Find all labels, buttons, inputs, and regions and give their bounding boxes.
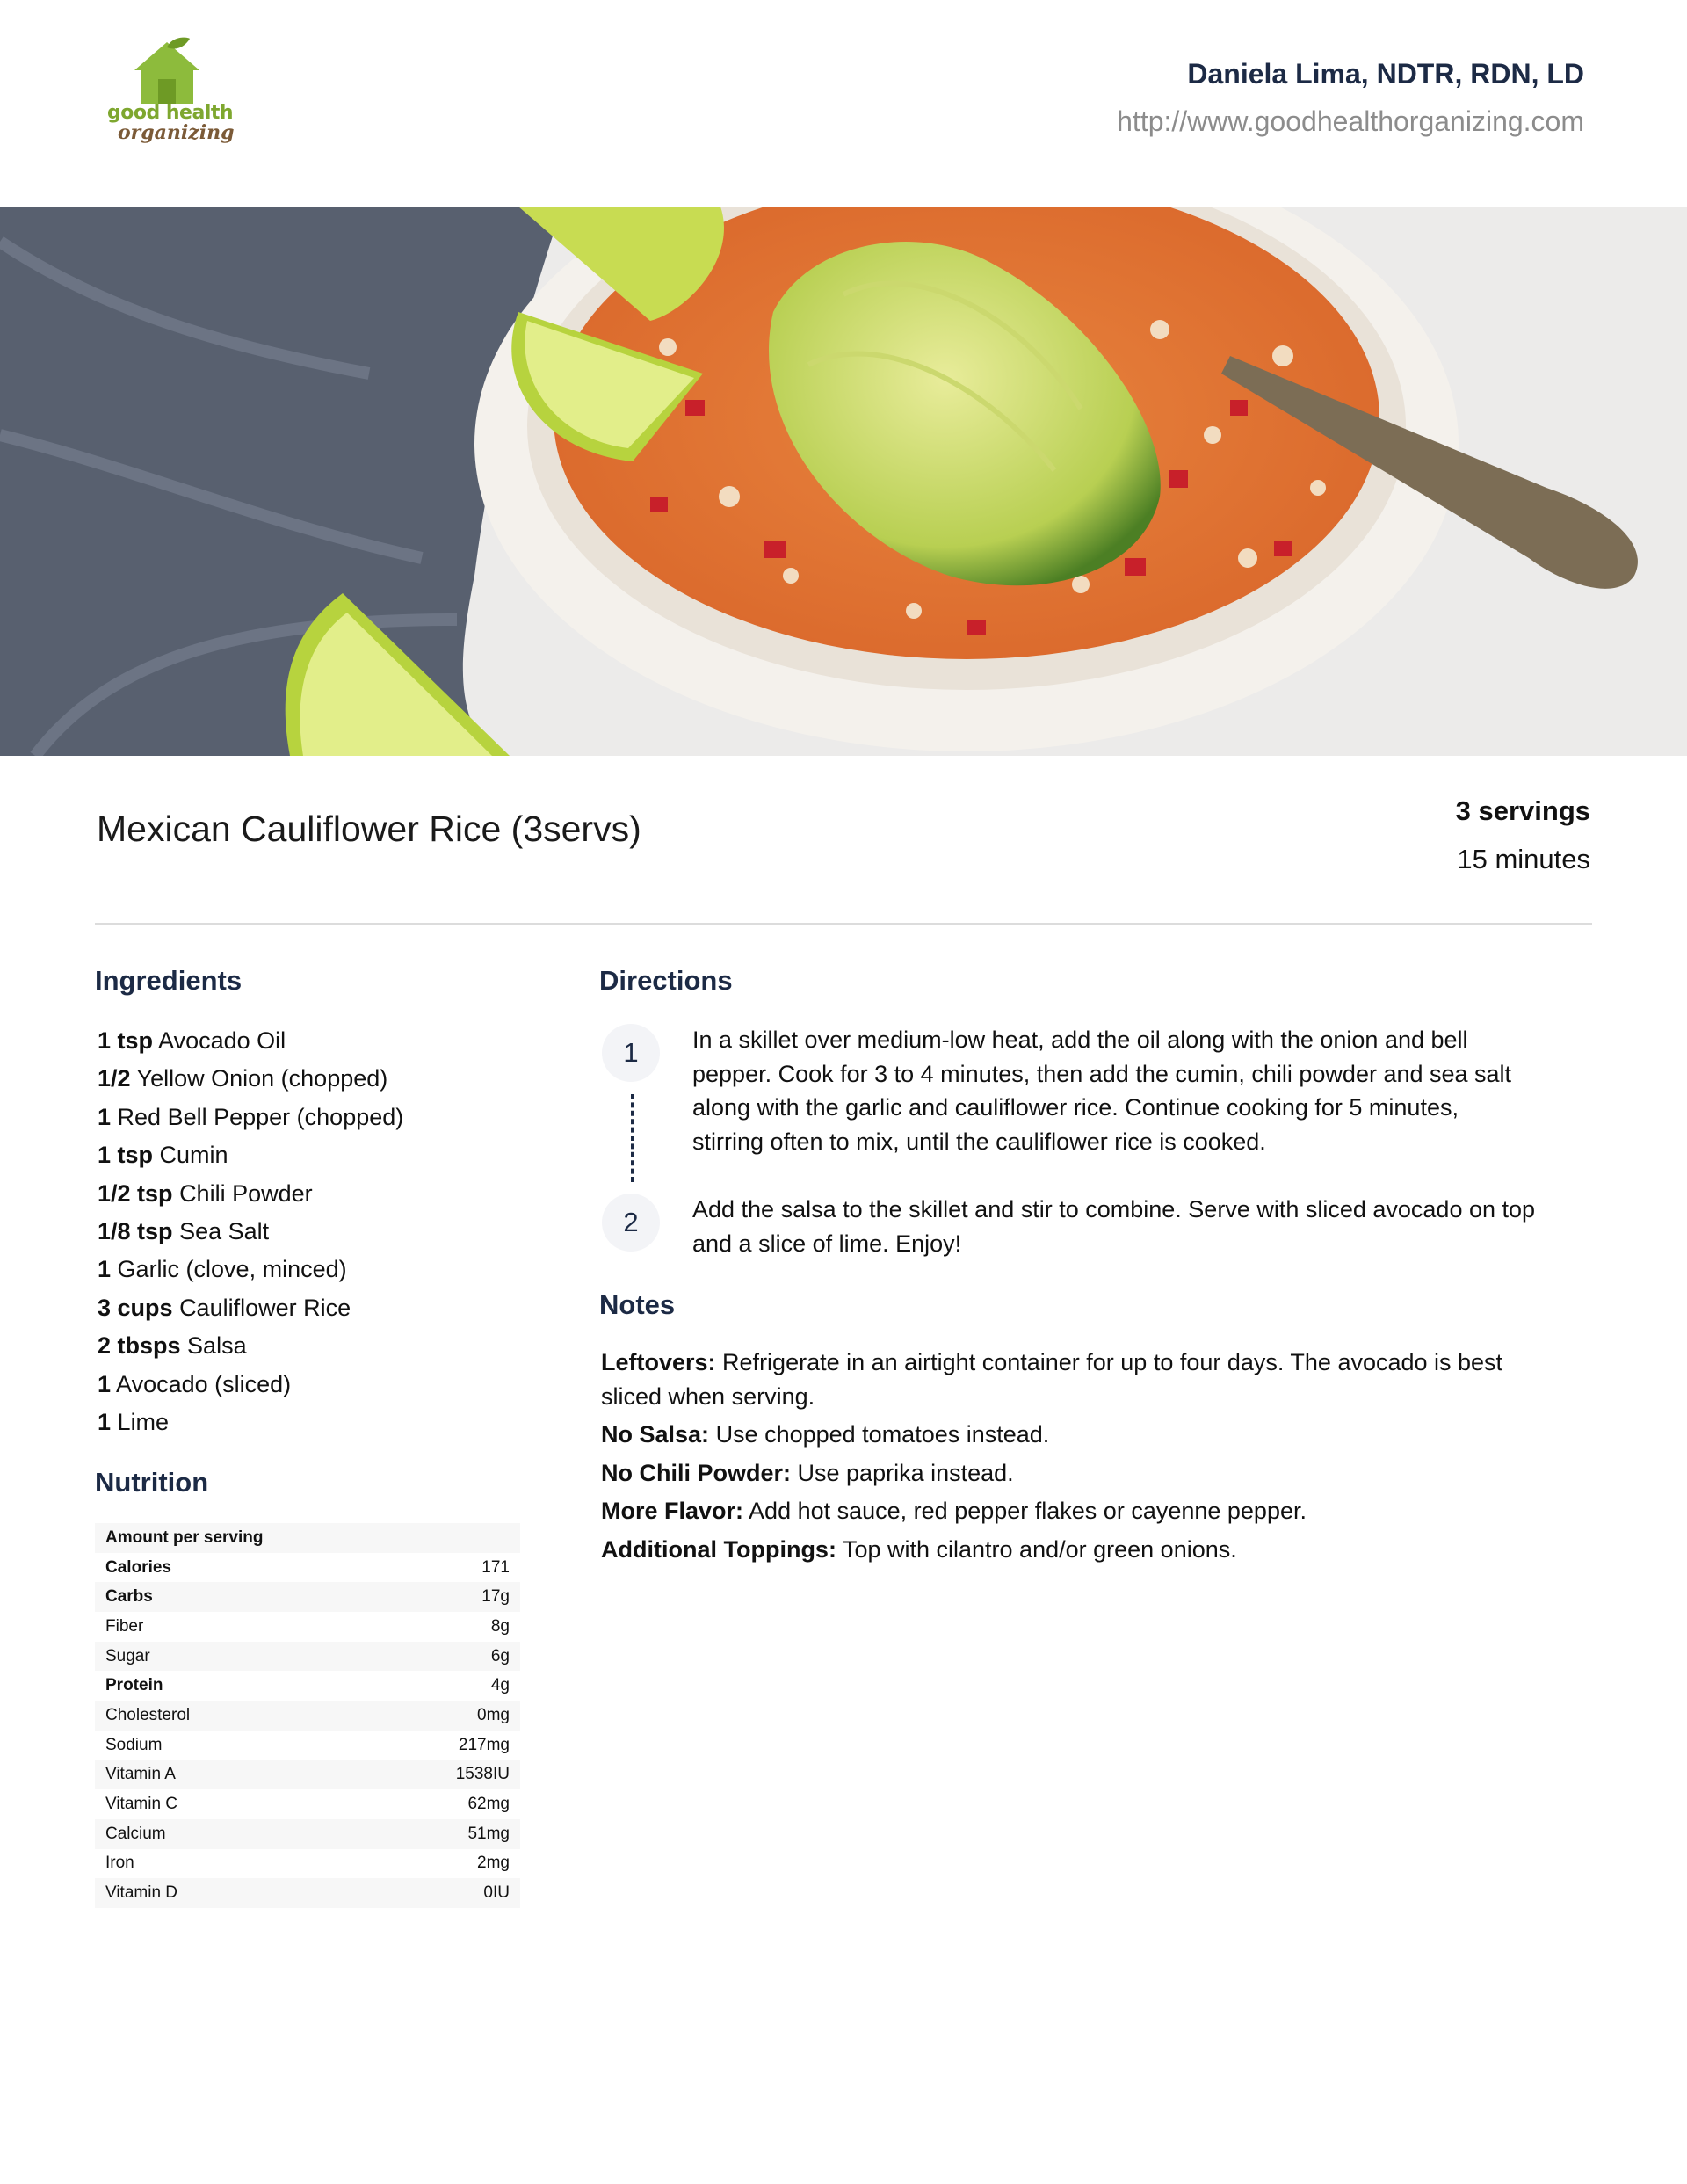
table-row (95, 1671, 520, 1701)
section-divider (95, 923, 1592, 925)
cook-time: 15 minutes (1457, 844, 1590, 874)
table-row (95, 1523, 520, 1553)
nutrient-value: 1538IU (344, 1760, 520, 1790)
ingredient-qty: 1 (98, 1103, 112, 1130)
ingredient-name: Cauliflower Rice (179, 1294, 351, 1321)
ingredient-name: Lime (117, 1409, 170, 1436)
step-text: Add the salsa to the skillet and stir to combine. Serve with sliced avocado on top and a slice of lime. Enjoy! (692, 1196, 1536, 1257)
ingredient-name: Sea Salt (179, 1218, 270, 1245)
ingredient-name: Avocado Oil (158, 1027, 286, 1054)
ingredient-qty: 1 tsp (98, 1027, 154, 1054)
nutrient-value: 217mg (458, 1735, 510, 1754)
ingredient-name: Yellow Onion (chopped) (136, 1065, 388, 1092)
table-row (95, 1612, 520, 1642)
ingredient-item (98, 1289, 403, 1327)
ingredient-item (98, 1136, 403, 1174)
table-row (95, 1789, 520, 1819)
website-link[interactable]: http://www.goodhealthorganizing.com (1117, 105, 1584, 137)
note-key: No Salsa: (601, 1421, 710, 1448)
ingredient-item (98, 1327, 403, 1365)
note-key: Leftovers: (601, 1349, 716, 1375)
ingredients-heading: Ingredients (95, 965, 243, 996)
nutrition-per-serving: Amount per serving (95, 1523, 520, 1553)
table-row (95, 1878, 520, 1908)
recipe-photo-image (0, 207, 1687, 756)
ingredient-qty: 1 (98, 1370, 112, 1397)
note-item (601, 1494, 1550, 1528)
ingredient-name: Salsa (187, 1332, 247, 1360)
ingredient-item (98, 1022, 403, 1060)
step-connector (631, 1094, 634, 1182)
ingredient-qty: 1 (98, 1256, 112, 1283)
brand-logo (104, 35, 235, 149)
note-text: Refrigerate in an airtight container for up to four days. The avocado is best sliced when serving. (601, 1349, 1503, 1410)
step-number: 2 (602, 1194, 660, 1252)
nutrition-table (95, 1523, 520, 1908)
nutrient-label: Vitamin A (95, 1760, 344, 1790)
step-text: In a skillet over medium-low heat, add the oil along with the onion and bell pepper. Cook for 3 to 4 minutes, then add the cumin, chili powder and sea salt along with the garlic and cauliflower rice. Continue cooking for 5 minutes, stirring often to mix, until the cauliflower rice is cooked. (692, 1027, 1512, 1156)
table-row (95, 1642, 520, 1672)
nutrient-value: 8g (490, 1616, 510, 1636)
nutrient-value: 51mg (344, 1819, 520, 1849)
ingredient-qty: 1 tsp (98, 1142, 154, 1169)
ingredient-name: Garlic (clove, minced) (117, 1256, 347, 1283)
ingredient-name: Avocado (sliced) (116, 1370, 292, 1397)
notes-list (601, 1346, 1550, 1571)
table-row (95, 1731, 520, 1760)
table-row (95, 1760, 520, 1790)
table-row (95, 1553, 520, 1583)
nutrient-label: Iron (105, 1854, 134, 1873)
table-row (95, 1582, 520, 1612)
servings-count: 3 servings (1455, 795, 1590, 826)
ingredient-item (98, 1404, 403, 1441)
ingredient-name: Chili Powder (179, 1179, 313, 1207)
note-item (601, 1346, 1550, 1413)
nutrient-label: Protein (105, 1676, 163, 1695)
note-text: Add hot sauce, red pepper flakes or cayenne pepper. (749, 1498, 1307, 1524)
nutrient-value: 0mg (344, 1701, 520, 1731)
nutrition-heading: Nutrition (95, 1467, 209, 1498)
notes-heading: Notes (599, 1289, 676, 1320)
nutrient-value: 2mg (477, 1854, 510, 1873)
note-key: No Chili Powder: (601, 1459, 791, 1486)
ingredient-item (98, 1099, 403, 1136)
ingredient-item (98, 1175, 403, 1213)
ingredient-name: Red Bell Pepper (chopped) (117, 1103, 404, 1130)
table-row (95, 1849, 520, 1879)
ingredient-qty: 1 (98, 1409, 112, 1436)
ingredient-qty: 2 tbsps (98, 1332, 181, 1360)
table-row (95, 1819, 520, 1849)
nutrient-label: Sodium (105, 1735, 163, 1754)
nutrient-value: 62mg (467, 1795, 510, 1814)
note-text: Top with cilantro and/or green onions. (842, 1535, 1237, 1563)
ingredients-list (98, 1022, 403, 1441)
author-name: Daniela Lima, NDTR, RDN, LD (1187, 58, 1584, 90)
house-leaf-icon (104, 35, 235, 105)
note-item (601, 1418, 1550, 1452)
nutrient-label: Vitamin D (95, 1878, 344, 1908)
step-number: 1 (602, 1024, 660, 1082)
directions-heading: Directions (599, 965, 733, 996)
nutrient-label: Fiber (105, 1616, 144, 1636)
recipe-photo (0, 207, 1687, 756)
ingredient-qty: 3 cups (98, 1294, 173, 1321)
nutrient-value: 17g (344, 1582, 520, 1612)
note-text: Use chopped tomatoes instead. (715, 1421, 1050, 1448)
logo-line1: good health (107, 102, 234, 124)
nutrient-label: Carbs (95, 1582, 344, 1612)
note-key: Additional Toppings: (601, 1535, 836, 1563)
nutrient-value: 6g (344, 1642, 520, 1672)
nutrient-value: 171 (481, 1557, 510, 1577)
nutrient-label: Sugar (95, 1642, 344, 1672)
logo-line2: organizing (118, 121, 235, 144)
nutrient-label: Cholesterol (95, 1701, 344, 1731)
nutrient-label: Calcium (95, 1819, 344, 1849)
nutrient-value: 0IU (344, 1878, 520, 1908)
ingredient-item (98, 1366, 403, 1404)
nutrient-label: Calories (105, 1557, 171, 1577)
ingredient-item (98, 1251, 403, 1288)
ingredient-qty: 1/2 (98, 1065, 131, 1092)
ingredient-item (98, 1060, 403, 1098)
note-item (601, 1456, 1550, 1491)
ingredient-name: Cumin (159, 1142, 228, 1169)
note-item (601, 1533, 1550, 1567)
note-key: More Flavor: (601, 1498, 744, 1524)
nutrient-label: Vitamin C (105, 1795, 178, 1814)
nutrient-value: 4g (490, 1676, 510, 1695)
ingredient-qty: 1/2 tsp (98, 1179, 173, 1207)
note-text: Use paprika instead. (797, 1459, 1014, 1486)
ingredient-qty: 1/8 tsp (98, 1218, 173, 1245)
ingredient-item (98, 1213, 403, 1251)
table-row (95, 1701, 520, 1731)
recipe-title: Mexican Cauliflower Rice (3servs) (97, 809, 641, 849)
